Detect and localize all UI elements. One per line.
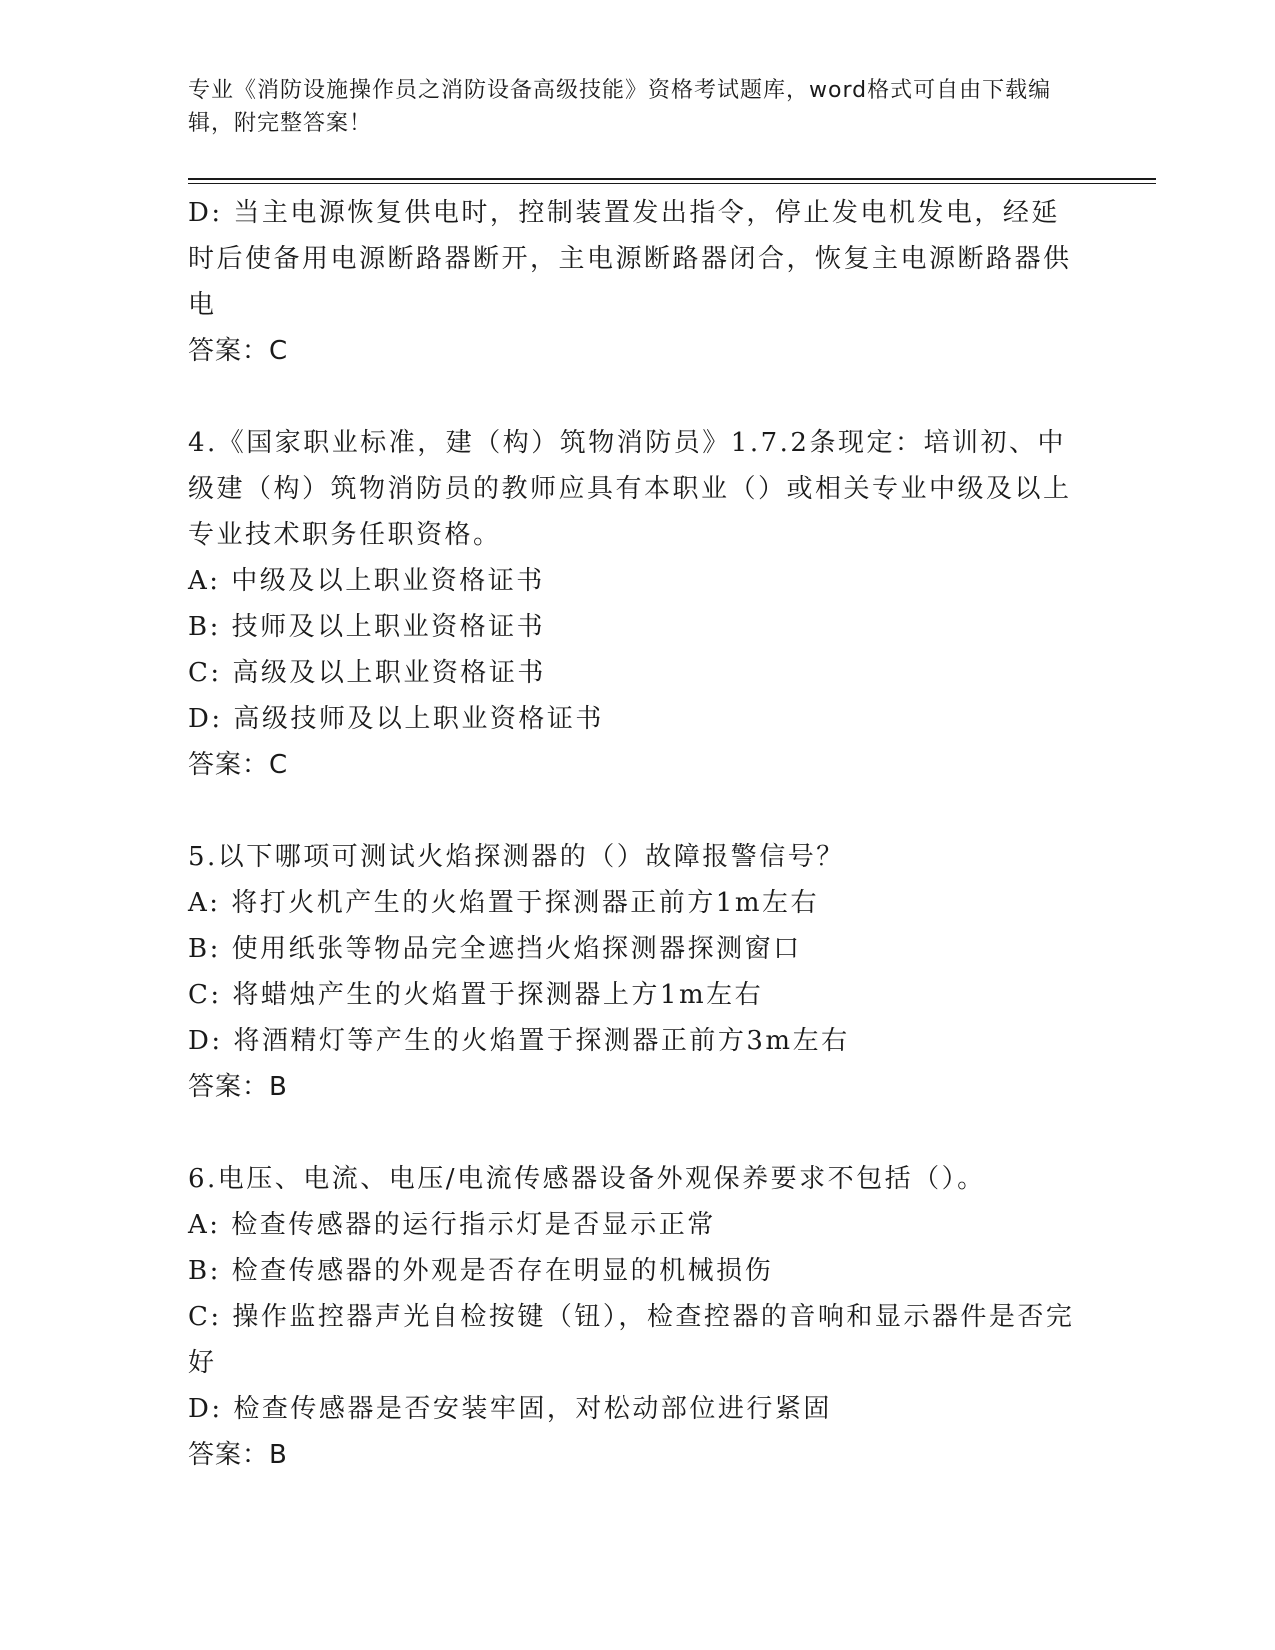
option-d: D: 检查传感器是否安装牢固，对松动部位进行紧固 <box>188 1394 832 1424</box>
question-stem: 6.电压、电流、电压/电流传感器设备外观保养要求不包括（）。 <box>188 1164 986 1194</box>
answer-line: 答案：C <box>188 750 289 780</box>
option-b: B: 检查传感器的外观是否存在明显的机械损伤 <box>188 1256 774 1286</box>
question-stem: 4.《国家职业标准，建（构）筑物消防员》1.7.2条现定：培训初、中级建（构）筑物消防员的教师应具有本职业（）或相关专业中级及以上专业技术职务任职资格。 <box>188 428 1072 550</box>
answer-line: 答案：B <box>188 1440 288 1470</box>
option-a: A: 中级及以上职业资格证书 <box>188 566 545 596</box>
option-c: C: 高级及以上职业资格证书 <box>188 658 546 688</box>
option-b: B: 技师及以上职业资格证书 <box>188 612 546 642</box>
question-6 <box>188 1156 1088 1478</box>
option-d: D: 当主电源恢复供电时，控制装置发出指令，停止发电机发电，经延时后使备用电源断路器断开，主电源断路器闭合，恢复主电源断路器供电 <box>188 198 1072 320</box>
option-a: A: 检查传感器的运行指示灯是否显示正常 <box>188 1210 716 1240</box>
option-d: D: 高级技师及以上职业资格证书 <box>188 704 604 734</box>
option-c: C: 将蜡烛产生的火焰置于探测器上方1m左右 <box>188 980 764 1010</box>
continued-question <box>188 190 1088 374</box>
question-stem: 5.以下哪项可测试火焰探测器的（）故障报警信号？ <box>188 842 845 872</box>
question-list <box>188 190 1088 1478</box>
option-d: D: 将酒精灯等产生的火焰置于探测器正前方3m左右 <box>188 1026 850 1056</box>
question-4 <box>188 420 1088 788</box>
option-c: C: 操作监控器声光自检按键（钮），检查控器的音响和显示器件是否完好 <box>188 1302 1075 1378</box>
question-5 <box>188 834 1088 1110</box>
document-header <box>188 74 1088 140</box>
header-divider-thick <box>188 178 1156 180</box>
option-a: A: 将打火机产生的火焰置于探测器正前方1m左右 <box>188 888 819 918</box>
header-divider-thin <box>188 183 1156 184</box>
option-b: B: 使用纸张等物品完全遮挡火焰探测器探测窗口 <box>188 934 802 964</box>
answer-line: 答案：C <box>188 336 289 366</box>
header-title: 专业《消防设施操作员之消防设备高级技能》资格考试题库，word格式可自由下载编辑，附完整答案！ <box>188 78 1052 136</box>
answer-line: 答案：B <box>188 1072 288 1102</box>
